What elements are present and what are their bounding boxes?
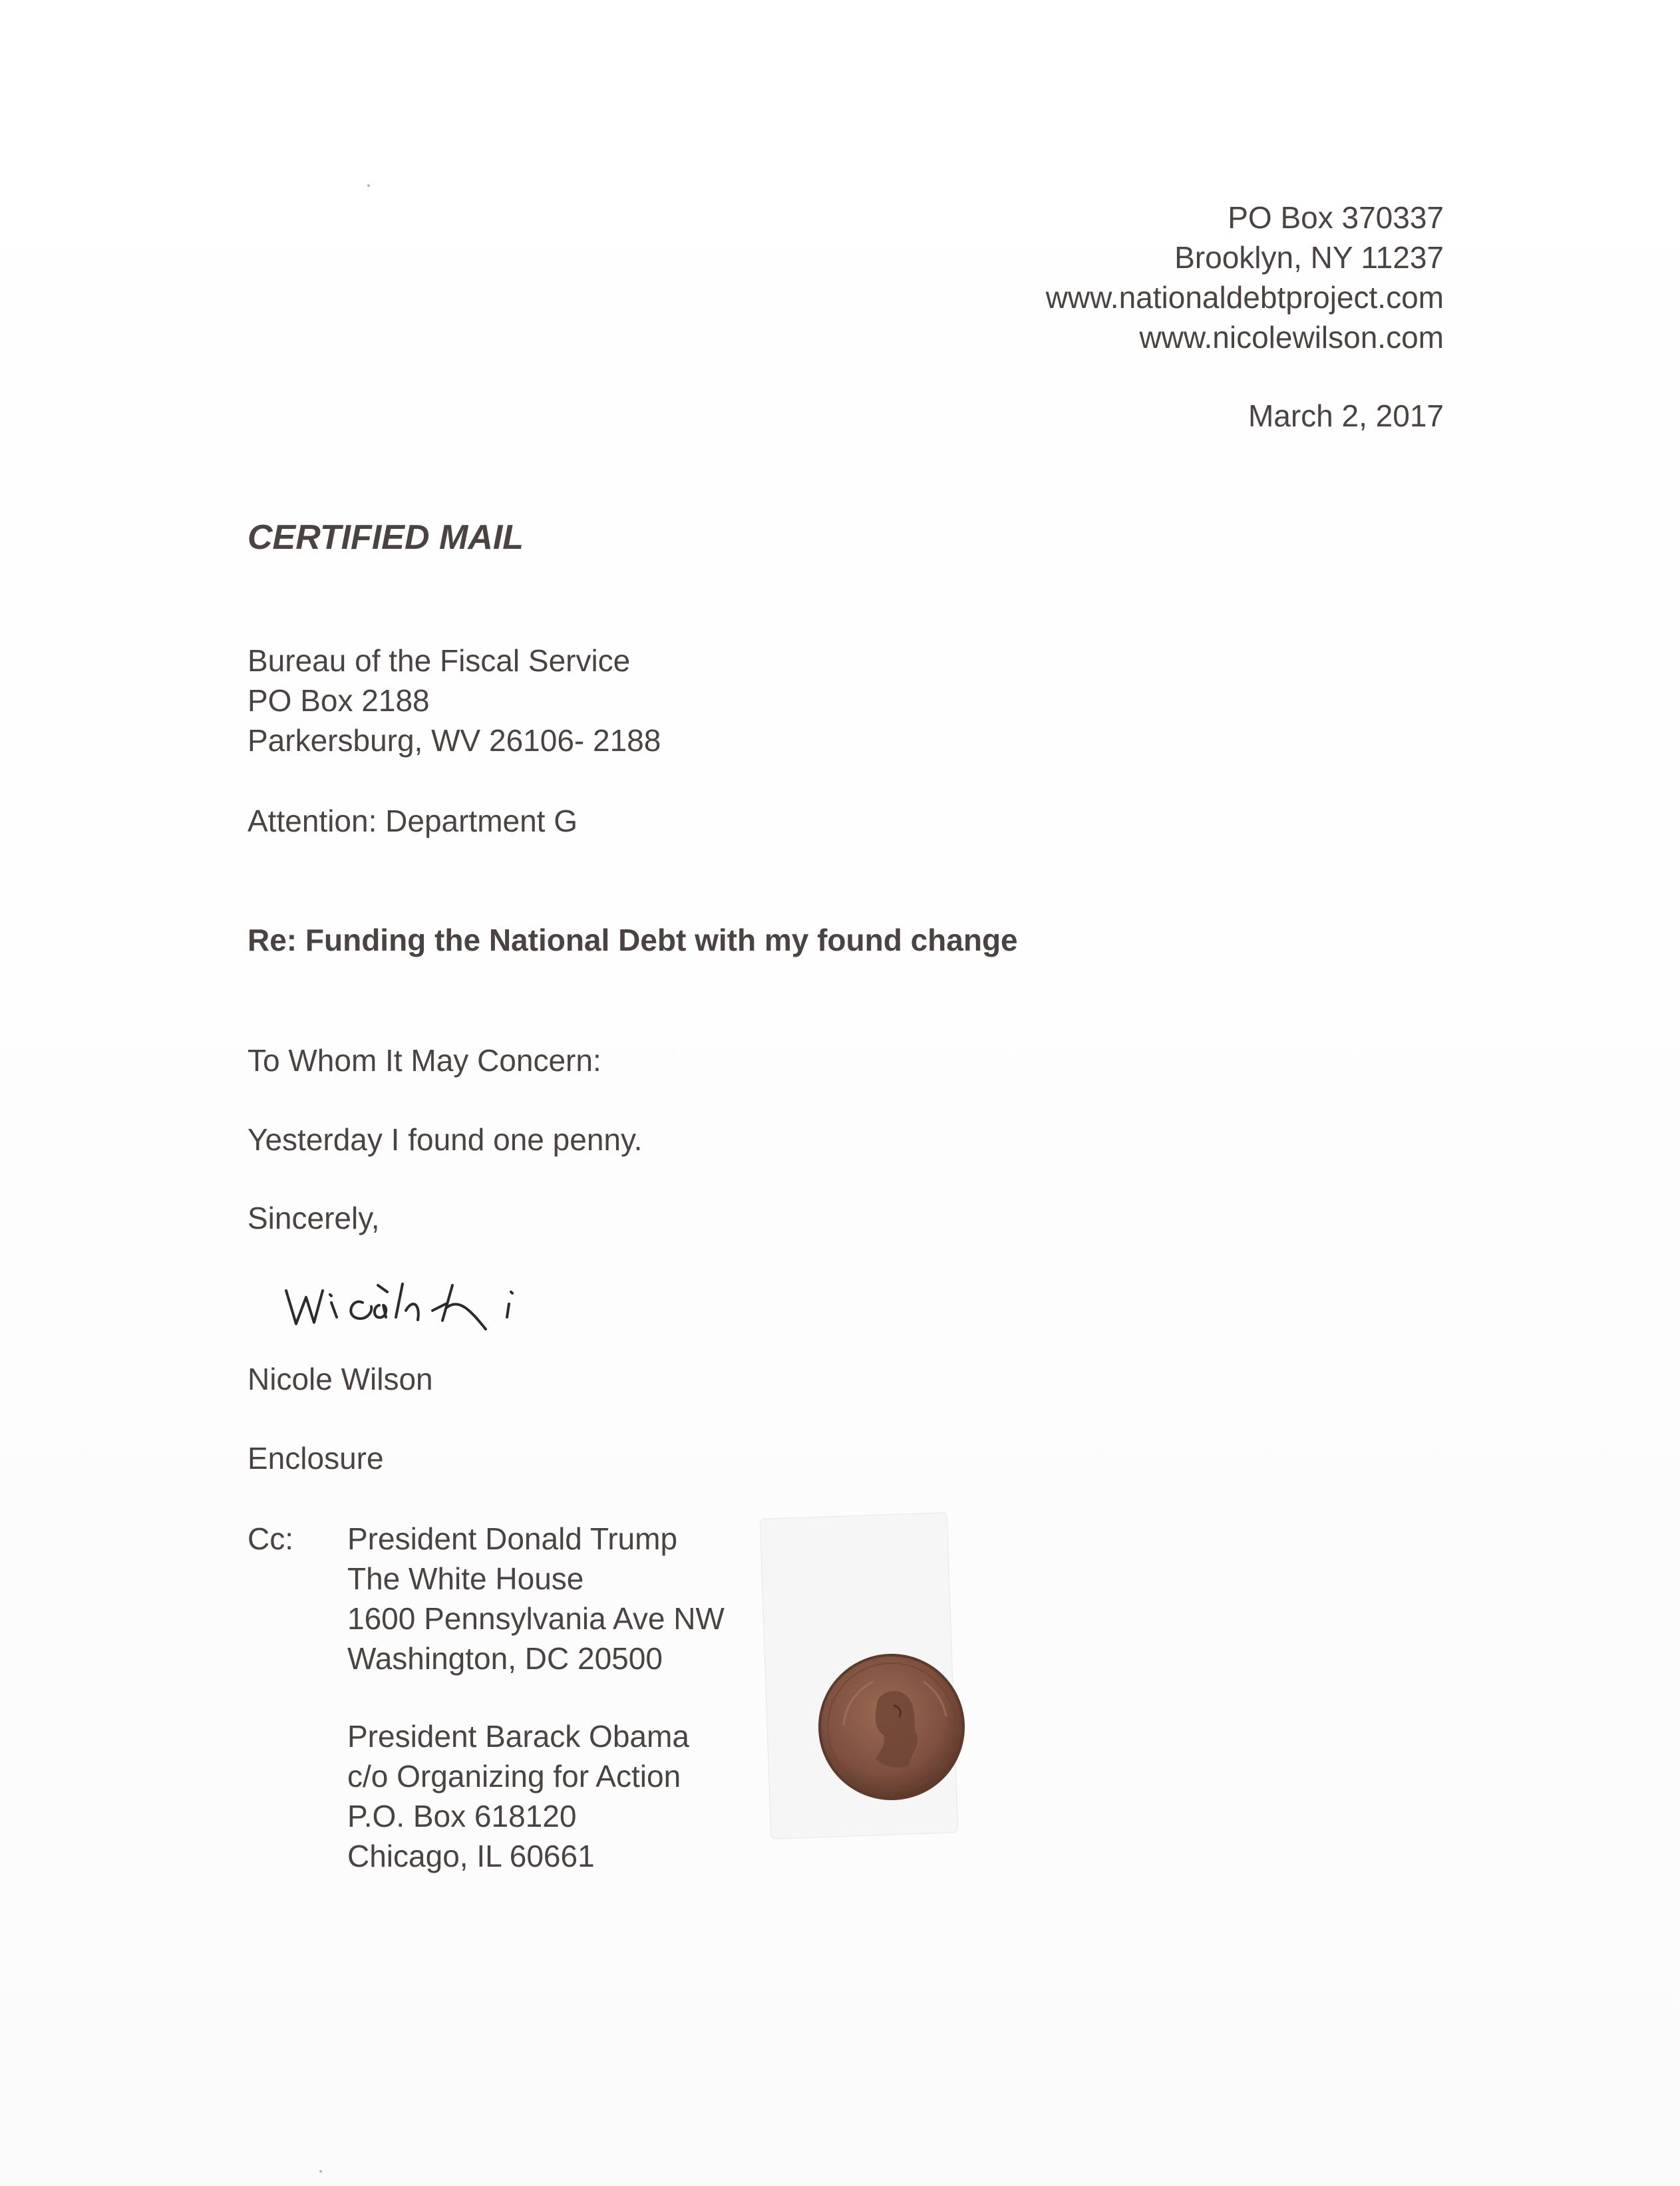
cc-address-line: c/o Organizing for Action bbox=[347, 1759, 681, 1794]
subject-line: Re: Funding the National Debt with my found change bbox=[248, 923, 1018, 957]
sender-website-link: www.nicolewilson.com bbox=[1139, 320, 1444, 355]
sender-address-line: PO Box 370337 bbox=[1228, 200, 1444, 235]
cc-address-line: President Barack Obama bbox=[347, 1719, 689, 1754]
cc-recipient bbox=[347, 1519, 725, 1678]
closing: Sincerely, bbox=[248, 1201, 380, 1235]
penny-coin bbox=[817, 1652, 966, 1801]
paper-speck bbox=[319, 2170, 322, 2173]
letter-date: March 2, 2017 bbox=[1248, 398, 1444, 433]
signer-name: Nicole Wilson bbox=[248, 1362, 433, 1396]
cc-address-line: 1600 Pennsylvania Ave NW bbox=[347, 1601, 725, 1636]
salutation: To Whom It May Concern: bbox=[248, 1043, 601, 1078]
attention-line: Attention: Department G bbox=[248, 804, 578, 838]
recipient-address-line: Parkersburg, WV 26106- 2188 bbox=[248, 723, 661, 758]
signature bbox=[273, 1251, 605, 1350]
recipient-address-line: Bureau of the Fiscal Service bbox=[248, 643, 631, 678]
cc-address-line: The White House bbox=[347, 1561, 584, 1596]
cc-address-line: President Donald Trump bbox=[347, 1521, 678, 1556]
recipient-address-line: PO Box 2188 bbox=[248, 683, 430, 718]
sender-address-line: Brooklyn, NY 11237 bbox=[1174, 240, 1444, 275]
paper-speck bbox=[367, 184, 370, 187]
enclosure-note: Enclosure bbox=[248, 1441, 384, 1476]
delivery-method: CERTIFIED MAIL bbox=[248, 518, 524, 557]
recipient-address bbox=[248, 641, 661, 760]
cc-recipient bbox=[347, 1716, 689, 1876]
cc-label: Cc: bbox=[248, 1521, 293, 1556]
cc-address-line: Chicago, IL 60661 bbox=[347, 1839, 595, 1873]
sender-website-link: www.nationaldebtproject.com bbox=[1045, 280, 1444, 315]
sender-address bbox=[1046, 198, 1444, 357]
letter-body: Yesterday I found one penny. bbox=[248, 1122, 643, 1157]
cc-address-line: P.O. Box 618120 bbox=[347, 1799, 577, 1833]
cc-address-line: Washington, DC 20500 bbox=[347, 1641, 663, 1676]
